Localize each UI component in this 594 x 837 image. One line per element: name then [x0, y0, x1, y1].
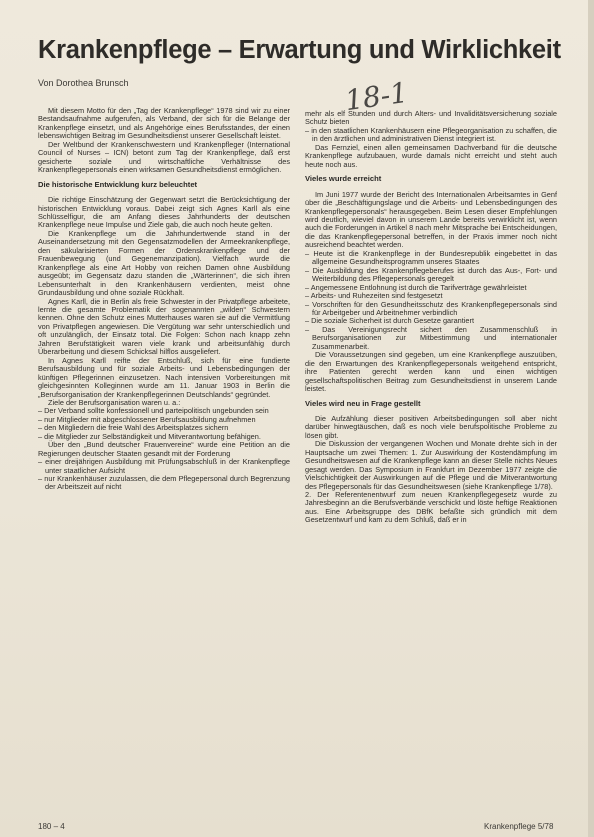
article-byline: Von Dorothea Brunsch — [38, 78, 129, 88]
page-edge — [588, 0, 594, 837]
paragraph: In Agnes Karll reifte der Entschluß, sich für eine fundierte Berufsausbildung und für soziale Arbeits- und Lebensbedingungen der künftigen Pflegerinnen einzusetzen. Nach intensiven Vorbereitungen mit gleichgesinnten Kolleginnen wurde am 11. Januar 1903 in Berlin die „Berufsorganisation der Krankenpflegerinnen Deutschlands“ gegründet. — [38, 355, 290, 399]
list-item: – Heute ist die Krankenpflege in der Bundesrepublik eingebettet in das allgemeine Gesundheitsprogramm unseres Staates — [305, 250, 557, 267]
handwritten-annotation: 18-1 — [343, 75, 410, 118]
paragraph: Über den „Bund deutscher Frauenvereine“ wurde eine Petition an die Regierungen deutscher Staaten gesandt mit der Forderung — [38, 440, 290, 458]
list-item: – Der Verband sollte konfessionell und parteipolitisch ungebunden sein — [38, 407, 290, 415]
goals-list — [38, 407, 290, 441]
paragraph: Ziele der Berufsorganisation waren u. a.: — [48, 397, 181, 407]
list-item: – in den staatlichen Krankenhäusern eine Pflegeorganisation zu schaffen, die in den ärztlichen und administrativen Dienst integriert ist. — [305, 127, 557, 144]
paragraph: Die Diskussion der vergangenen Wochen und Monate drehte sich in der Hauptsache um zwei Themen: 1. Zur Auswirkung der Kostendämpfung im Gesundheitswesen auf die Krankenpflege kann an dieser Stelle nichts Neues gesagt werden. Das Symposium in Frankfurt im Dezember 1977 zeigte die Vielschichtigkeit der Auswirkungen auf die Pflege und die Mitverantwortung des Pflegepersonals für das Gesundheitswesen (siehe Krankenpflege 1/78). — [305, 439, 557, 491]
list-item: – Angemessene Entlohnung ist durch die Tarifverträge gewährleistet — [305, 284, 557, 292]
list-item: – Arbeits- und Ruhezeiten sind festgesetzt — [305, 292, 557, 300]
paragraph: Die Aufzählung dieser positiven Arbeitsbedingungen soll aber nicht darüber hinwegtäuschen, daß es noch viele berufspolitische Probleme zu lösen gibt. — [305, 413, 557, 440]
section-heading: Vieles wird neu in Frage gestellt — [305, 398, 421, 408]
paragraph: mehr als elf Stunden und durch Alters- und Invaliditätsversicherung soziale Schutz bieten — [305, 110, 557, 127]
list-item: – Die Ausbildung des Krankenpflegeberufes ist durch das Aus-, Fort- und Weiterbildung des Pflegepersonals geregelt — [305, 267, 557, 284]
paragraph: Mit diesem Motto für den „Tag der Krankenpflege“ 1978 sind wir zu einer Bestandsaufnahme aufgerufen, als Verband, der sich für die Belange der Krankenpflege einsetzt, und als Angehörige eines Berufsstandes, der einen lebenswichtigen Beitrag im Gesundheitsdienst unserer Gesellschaft leistet. — [38, 107, 290, 141]
left-column — [38, 107, 290, 819]
list-item: – einer dreijährigen Ausbildung mit Prüfungsabschluß in der Krankenpflege unter staatlicher Aufsicht — [38, 458, 290, 475]
list-item: – die Mitglieder zur Selbständigkeit und Mitverantwortung befähigen. — [38, 433, 290, 441]
list-item: – nur Krankenhäuser zuzulassen, die dem Pflegepersonal durch Begrenzung der Arbeitszeit auf nicht — [38, 475, 290, 492]
page-number: 180 – 4 — [38, 822, 65, 831]
paragraph: Die Krankenpflege um die Jahrhundertwende stand in der Auseinandersetzung mit den Gegensatzmodellen der Armeekrankenpflege, den säkularisierten Formen der Ordenskrankenpflege und der Frauenbewegung (und Gegenemanzipation). Vielfach wurde die Krankenpflege als eine Art Hobby von reichen Damen ohne Ausbildung ausgeübt; im Gegensatz dazu standen die „Wärterinnen“, die sich ihren Lebensunterhalt in den Krankenhäusern verdienten, meist ohne Grundausbildung und ohne soziale Rückhalt. — [38, 228, 290, 298]
list-item: – Die soziale Sicherheit ist durch Gesetze garantiert — [305, 317, 557, 325]
list-item: – Das Vereinigungsrecht sichert den Zusammenschluß in Berufsorganisationen zur Mitbestimmung und internationaler Zusammenarbeit. — [305, 326, 557, 351]
paragraph: Im Juni 1977 wurde der Bericht des Internationalen Arbeitsamtes in Genf über die „Beschäftigungslage und die Arbeits- und Lebensbedingungen des Krankenpflegepersonals“ herausgegeben. Beim Lesen dieser Empfehlungen wird deutlich, wieviel davon in unserem Lande bereits verwirklicht ist, wenn auch die Forderungen in Artikel 8 nach mehr Mitsprache bei Entscheidungen, die das Krankenpflegepersonal betreffen, in der Praxis immer noch nicht ausreichend beachtet werden. — [305, 189, 557, 250]
paragraph: Die richtige Einschätzung der Gegenwart setzt die Berücksichtigung der historischen Entwicklung voraus. Dabei zeigt sich Agnes Karll als eine Schlüsselfigur, die am Anfang dieses Jahrhunderts der deutschen Krankenpflege neue Impulse und Ziele gab, die auch noch heute gelten. — [38, 195, 290, 230]
section-heading: Vieles wurde erreicht — [305, 174, 382, 184]
publication-footer: Krankenpflege 5/78 — [484, 822, 554, 831]
list-item: – nur Mitglieder mit abgeschlossener Berufsausbildung aufnehmen — [38, 416, 290, 424]
demands-list — [38, 458, 290, 492]
paragraph: Die Voraussetzungen sind gegeben, um eine Krankenpflege auszuüben, die den Erwartungen des Krankenpflegepersonals weitgehend entspricht, ihre Patienten gerecht werden kann und einen wichtigen gesellschaftspolitischen Beitrag zum Gesundheitsdienst in unserem Lande leistet. — [305, 350, 557, 394]
paragraph: 2. Der Referentenentwurf zum neuen Krankenpflegegesetz wurde zu Jahresbeginn an die Berufsverbände verschickt und löste heftige Reaktionen aus. Eine Arbeitsgruppe des DBfK befaßte sich gründlich mit dem Gesetzentwurf und kam zu dem Schluß, daß er in — [305, 490, 557, 525]
paragraph: Das Fernziel, einen allen gemeinsamen Dachverband für die deutsche Krankenpflege aufzubauen, wurde damals nicht erreicht und steht auch heute noch aus. — [305, 142, 557, 169]
section-heading: Die historische Entwicklung kurz beleuchtet — [38, 179, 198, 189]
achievements-list — [305, 250, 557, 351]
paragraph: Agnes Karll, die in Berlin als freie Schwester in der Privatpflege arbeitete, lernte die gesamte Problematik der sogenannten „wilden“ Schwestern kennen. Ohne den Schutz eines Mutterhauses waren sie auf die Vermittlung von Privatpflegen angewiesen. Die Vergütung war sehr unterschiedlich und oft unzulänglich, der Einsatz total. Die Folgen: Schon nach knapp zehn Jahren Berufstätigkeit waren viele krank und arbeitsunfähig durch Überarbeitung und diesem Schicksal hilflos ausgeliefert. — [38, 296, 290, 357]
list-item: – Vorschriften für den Gesundheitsschutz des Krankenpflegepersonals sind für Arbeitgeber und Arbeitnehmer verbindlich — [305, 301, 557, 318]
article-title: Krankenpflege – Erwartung und Wirklichkeit — [38, 36, 561, 64]
right-column — [305, 110, 557, 822]
paragraph: Der Weltbund der Krankenschwestern und Krankenpfleger (International Council of Nurses – ICN) betont zum Tag der Krankenpflege, daß erst gesicherte soziale und wirtschaftliche Verhältnisse des Krankenpflegepersonals einen wirksamen Gesundheitsdienst ermöglichen. — [38, 139, 290, 175]
list-item: – den Mitgliedern die freie Wahl des Arbeitsplatzes sichern — [38, 424, 290, 432]
continued-list — [305, 127, 557, 144]
